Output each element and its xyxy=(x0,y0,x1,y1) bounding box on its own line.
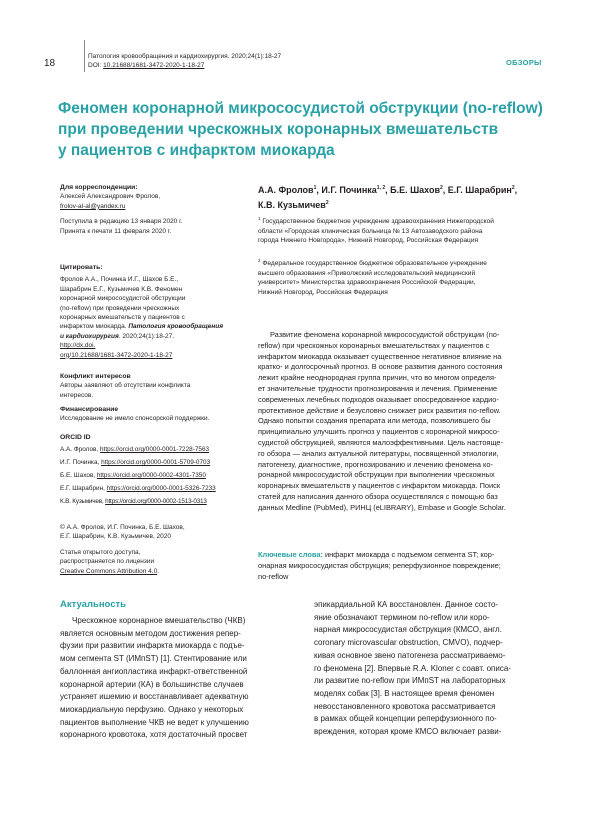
body-line: вреждения, которая кроме КМСО включает разви- xyxy=(314,727,502,737)
license-line xyxy=(60,567,245,576)
body-line: Чрескожное коронарное вмешательство (ЧКВ) xyxy=(72,616,246,625)
cite-line-pre: инфарктом миокарда. xyxy=(60,323,129,331)
orcid-row xyxy=(60,495,245,508)
abstract-line: данных Medline (PubMed), РИНЦ (eLIBRARY), Embase и Google Scholar. xyxy=(258,502,506,512)
abstract xyxy=(258,330,559,514)
correspondence-label: Для корреспонденции: xyxy=(60,184,138,191)
abstract-line: го обзора — анализ актуальной литературы, посвященной этиологии, xyxy=(258,448,499,458)
body-column-2 xyxy=(314,599,559,739)
affil-number: 1 xyxy=(258,216,261,221)
body-line: в рамках общей концепции реперфузионного по- xyxy=(314,714,497,724)
abstract-line: Однако попытки создания препарата или метода, позволившего бы xyxy=(258,416,491,426)
author-affil: 2 xyxy=(511,185,515,191)
keywords-line: инфаркт миокарда с подъемом сегмента ST; кор- xyxy=(322,550,495,559)
orcid-author: И.Г. Починка, xyxy=(60,459,102,466)
body-line: невосстановленного кровотока рассматривается xyxy=(314,701,496,711)
correspondence-email[interactable]: frolov-al-al@yandex.ru xyxy=(60,202,126,210)
cite-journal: Патология кровообращения xyxy=(128,323,224,331)
license-line: распространяется по лицензии xyxy=(60,558,155,566)
funding-block xyxy=(60,405,245,424)
page-number: 18 xyxy=(44,58,56,69)
cite-line xyxy=(60,322,245,331)
body-line: устраняет ишемию и восстанавливает адекватную xyxy=(60,692,249,702)
body-column-1 xyxy=(60,615,302,742)
funding-label: Финансирование xyxy=(60,406,119,413)
conflict-label: Конфликт интересов xyxy=(60,373,131,380)
abstract-line: статей для написания данного обзора осуществлялся с помощью баз xyxy=(258,491,498,501)
orcid-link[interactable]: https://orcid.org/0000-0002-4301-7350 xyxy=(96,472,206,479)
cite-label: Цитировать: xyxy=(60,264,103,271)
cite-line: Шарабрин Е.Г., Кузьмичев К.В. Феномен xyxy=(60,285,183,293)
body-line: коронарного кровотока, хотя достаточный просвет xyxy=(60,730,248,740)
keywords xyxy=(258,550,559,582)
conflict-block xyxy=(60,372,245,400)
abstract-line: современных лечебных подходов оказывает опосредованное кардио- xyxy=(258,394,499,404)
copyright-line: © А.А. Фролов, И.Г. Починка, Б.Е. Шахов, xyxy=(60,524,185,531)
body-line: баллонная ангиопластика инфаркт-ответственной xyxy=(60,666,248,676)
body-line: коронарной артерии (КА) в большинстве случаев xyxy=(60,679,244,689)
author-sep: , xyxy=(442,185,448,195)
affil-line: города Нижнего Новгорода», Нижний Новгород, Российская Федерация xyxy=(258,237,479,245)
cite-line: коронарных вмешательств у пациентов с xyxy=(60,314,185,322)
abstract-line: Развитие феномена коронарной микрососудистой обструкции (no- xyxy=(270,330,500,339)
section-heading: Актуальность xyxy=(60,599,127,610)
license-line: Статья открытого доступа, xyxy=(60,548,141,556)
keywords-line: онарная микрососудистая обструкция; реперфузионное повреждение; xyxy=(258,560,501,570)
author-affil: 2 xyxy=(325,200,329,206)
author-affil: 1 xyxy=(313,185,317,191)
cite-url[interactable]: http://dx.doi. xyxy=(60,342,96,350)
author-sep: , xyxy=(316,185,322,195)
author-name: И.Г. Починка xyxy=(321,185,377,195)
orcid-author: А.А. Фролов, xyxy=(60,446,100,453)
abstract-line: принципиально улучшить прогноз у пациентов с коронарной микросо- xyxy=(258,427,500,437)
orcid-row xyxy=(60,469,245,482)
funding-text: Исследование не имело спонсорской поддержки. xyxy=(60,415,210,423)
article-title xyxy=(58,98,578,161)
affil-line: университет» Министерства здравоохранения Российской Федерации, xyxy=(258,279,476,287)
abstract-line: коронарных вмешательств у пациентов с инфарктом миокарда. Поиск xyxy=(258,481,501,491)
author-affil: 1, 2 xyxy=(376,185,386,191)
orcid-link[interactable]: https://orcid.org/0000-0001-5326-7233 xyxy=(106,485,216,492)
cite-year: . 2020;24(1):18-27. xyxy=(118,332,175,340)
abstract-line: reflow) при чрескожных коронарных вмешательствах у пациентов с xyxy=(258,340,490,350)
cite-line: коронарной микрососудистой обструкции xyxy=(60,295,186,303)
orcid-link[interactable]: https://orcid.org/0000-0002-1513-0313 xyxy=(105,498,207,505)
body-line: эпикардиальной КА восстановлен. Данное состо- xyxy=(314,600,499,609)
abstract-line: патогенезу, диагностике, прогнозированию и лечению феномена ко- xyxy=(258,459,493,469)
title-line: при проведении чрескожных коронарных вмешательств xyxy=(58,121,499,138)
section-label: ОБЗОРЫ xyxy=(506,58,542,67)
title-line: Феномен коронарной микрососудистой обструкции (no-reflow) xyxy=(58,100,543,117)
citation-block xyxy=(60,263,245,360)
author-sep: , xyxy=(514,185,518,195)
keywords-line: no-reflow xyxy=(258,571,289,581)
affiliation-2 xyxy=(258,256,558,298)
license-link[interactable]: Creative Commons Attribution 4.0 xyxy=(60,567,158,575)
body-line: кивая основное звено патогенеза рассматриваемо- xyxy=(314,650,506,660)
cite-line xyxy=(60,332,245,341)
body-line: нарная микрососудистая обструкция (КМСО, англ. xyxy=(314,625,502,635)
affiliation-1 xyxy=(258,214,558,246)
journal-citation: Патология кровообращения и кардиохирургия. 2020;24(1):18-27 xyxy=(88,53,282,60)
correspondence-block xyxy=(60,183,245,236)
copyright-block xyxy=(60,523,245,576)
orcid-author: Б.Е. Шахов, xyxy=(60,472,97,479)
abstract-line: судистой обструкцией, являются малоэффективными. Цель настояще- xyxy=(258,437,504,447)
orcid-row xyxy=(60,443,245,456)
orcid-author: К.В. Кузьмичев, xyxy=(60,498,106,505)
author-name: К.В. Кузьмичев xyxy=(258,200,326,210)
abstract-line: кратко- и долгосрочный прогноз. В основе развития данного состояния xyxy=(258,362,503,372)
cite-url[interactable]: org/10.21688/1681-3472-2020-1-18-27 xyxy=(60,351,173,359)
license-dot: . xyxy=(157,567,159,575)
orcid-row xyxy=(60,456,245,469)
author-list xyxy=(258,182,558,212)
affil-line: высшего образования «Приволжский исследовательский медицинский xyxy=(258,269,476,277)
orcid-link[interactable]: https://orcid.org/0000-0001-5709-0703 xyxy=(101,459,211,466)
author-sep: , xyxy=(385,185,391,195)
correspondence-name: Алексей Александрович Фролов, xyxy=(60,193,161,201)
cite-journal: и кардиохирургия xyxy=(60,332,119,340)
body-line: coronary microvascular obstruction, CMVO), подчер- xyxy=(314,638,503,648)
keywords-label: Ключевые слова: xyxy=(258,550,323,559)
orcid-row xyxy=(60,482,245,495)
body-line: является основным методом достижения репер- xyxy=(60,628,241,638)
title-line: у пациентов с инфарктом миокарда xyxy=(58,142,335,159)
author-affil: 2 xyxy=(440,185,443,191)
affil-line: Государственное бюджетное учреждение здравоохранения Нижегородской xyxy=(260,218,494,226)
body-line: пациентов выполнение ЧКВ не ведет к улучшению xyxy=(60,717,249,727)
orcid-block xyxy=(60,433,245,508)
orcid-author: Е.Г. Шарабрин, xyxy=(60,485,107,492)
abstract-line: ет значительные трудности прогнозирования и лечения. Применение xyxy=(258,383,498,393)
abstract-line: лежит крайне неоднородная группа причин, что во многом определя- xyxy=(258,373,497,383)
abstract-line: протективное действие и безусловно снижает риск развития no-reflow. xyxy=(258,405,501,415)
doi-line xyxy=(88,61,281,70)
body-line: мом сегмента ST (ИМпST) [1]. Стентирование или xyxy=(60,654,247,664)
affil-line: Нижний Новгород, Российская Федерация xyxy=(258,288,388,296)
conflict-text: Авторы заявляют об отсутствии конфликта xyxy=(60,382,191,390)
doi-link[interactable]: 10.21688/1681-3472-2020-1-18-27 xyxy=(103,62,205,69)
author-line xyxy=(258,182,558,197)
body-line: миокардиальную перфузию. Однако у некоторых xyxy=(60,704,244,714)
author-line xyxy=(258,197,558,212)
journal-header xyxy=(88,52,281,70)
body-line: яние обозначают термином no-reflow или коро- xyxy=(314,612,490,622)
received-date: Поступила в редакцию 13 января 2020 г. xyxy=(60,218,183,226)
orcid-link[interactable]: https://orcid.org/0000-0001-7228-7563 xyxy=(99,446,210,453)
body-line: го феномена [2]. Впервые R.A. Kloner с соавт. описа- xyxy=(314,663,511,673)
abstract-line: ронарной микрососудистой обструкции при выполнении чрескожных xyxy=(258,470,495,480)
affil-number: 2 xyxy=(258,258,261,263)
cite-line: (no-reflow) при проведении чрескожных xyxy=(60,304,180,312)
body-line: ли развитие no-reflow при ИМпST на лабораторных xyxy=(314,676,506,686)
copyright-line: Е.Г. Шарабрин, К.В. Кузьмичев, 2020 xyxy=(60,533,172,541)
orcid-label: ORCID ID xyxy=(60,434,91,441)
author-name: Е.Г. Шарабрин xyxy=(447,185,512,195)
affil-line: области «Городская клиническая больница № 13 Автозаводского района xyxy=(258,227,483,235)
conflict-text: интересов. xyxy=(60,391,94,399)
cite-line: Фролов А.А., Починка И.Г., Шахов Б.Е., xyxy=(60,276,179,284)
abstract-line: инфарктом миокарда оказывает существенное негативное влияние на xyxy=(258,351,502,361)
author-name: А.А. Фролов xyxy=(258,185,314,195)
body-line: фузии при развитии инфаркта миокарда с подъе- xyxy=(60,641,245,651)
header-divider xyxy=(84,40,85,72)
doi-prefix: DOI: xyxy=(88,62,104,69)
accepted-date: Принята к печати 11 февраля 2020 г. xyxy=(60,227,172,235)
author-name: Б.Е. Шахов xyxy=(390,185,440,195)
affil-line: Федеральное государственное бюджетное образовательное учреждение xyxy=(260,260,487,268)
body-line: моделях собак [3]. В настоящее время феномен xyxy=(314,688,495,698)
